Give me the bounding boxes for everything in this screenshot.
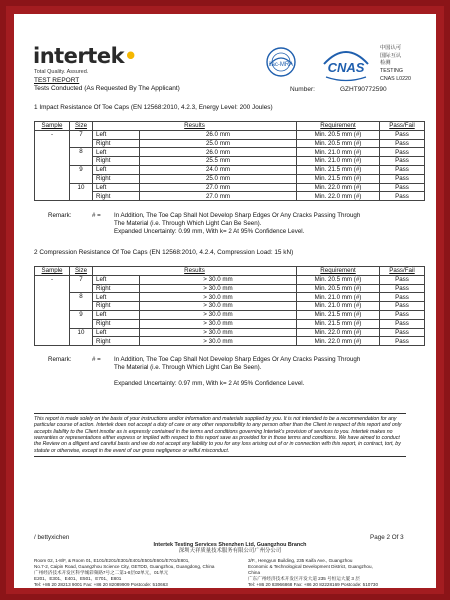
side-cell: Right [93, 174, 140, 183]
page-number: Page 2 Of 3 [370, 534, 404, 541]
pass-fail-cell: Pass [380, 302, 425, 311]
impact-resistance-table [34, 121, 425, 201]
result-cell: > 30.0 mm [140, 284, 297, 293]
table-row [35, 174, 425, 183]
result-cell: 27.0 mm [140, 192, 297, 201]
address-line: 广东广州经济技术开发区开发大道 235 号恒运大厦 3 层 [248, 575, 360, 581]
col-pass-fail: Pass/Fail [380, 122, 425, 131]
requirement-cell: Min. 21.0 mm (#) [297, 157, 380, 166]
remark-line: In Addition, The Toe Cap Shall Not Develop Sharp Edges Or Any Cracks Passing Through [114, 212, 361, 219]
section2-remark-text [114, 356, 424, 372]
report-number-value: GZHT90772590 [340, 86, 387, 93]
side-cell: Left [93, 293, 140, 302]
result-cell: 24.0 mm [140, 165, 297, 174]
address-right [248, 558, 428, 588]
table-row [35, 130, 425, 139]
requirement-cell: Min. 22.0 mm (#) [297, 328, 380, 337]
side-cell: Left [93, 165, 140, 174]
requirement-cell: Min. 21.5 mm (#) [297, 165, 380, 174]
table-row [35, 148, 425, 157]
pass-fail-cell: Pass [380, 337, 425, 346]
logo-text: intertek [33, 44, 125, 68]
side-cell: Right [93, 139, 140, 148]
section1-remark-mark: # = [92, 212, 101, 219]
intertek-logo [33, 44, 137, 69]
requirement-cell: Min. 21.5 mm (#) [297, 319, 380, 328]
report-title: TEST REPORT [34, 77, 80, 84]
table-row [35, 310, 425, 319]
table-row [35, 165, 425, 174]
sample-cell: - [35, 130, 70, 200]
result-cell: 27.0 mm [140, 183, 297, 192]
report-subtitle: Tests Conducted (As Requested By The Applicant) [34, 85, 180, 92]
result-cell: > 30.0 mm [140, 310, 297, 319]
table-row [35, 293, 425, 302]
disclaimer: This report is made solely on the basis of your instructions and/or information and materials supplied by you. It is not intended to be a recommendation for any particular course of action. Intertek does not accept a duty of care or any other responsibility to any person other than the Client in respect of this report and only accepts liability to the Client insofar as is expressly contained in the terms and conditions governing Intertek's provision of services to you. Intertek makes no warranties or representations either express or implied with respect to this report save as provided for in those terms and conditions. We have aimed to conduct the Review on a diligent and careful basis and we do not accept any liability to you for any loss arising out of or in connection with this report, in contract, tort, by statute or otherwise, except in the event of our gross negligence or wilful misconduct. [34, 413, 406, 457]
remark-line: The Material (i.e. Through Which Light Can Be Seen). [114, 364, 262, 372]
side-cell: Left [93, 328, 140, 337]
address-left [34, 558, 234, 588]
result-cell: 25.5 mm [140, 157, 297, 166]
col-sample: Sample [35, 267, 70, 276]
col-results: Results [93, 267, 297, 276]
address-line: Tel: +86 20 28213 9001 Fax: +86 20 82089909 Postcode: 510663 [34, 581, 168, 587]
size-cell: 7 [70, 275, 93, 293]
table-row [35, 192, 425, 201]
table-row [35, 328, 425, 337]
address-line: E201、E301、E401、E501、E701、E801 [34, 575, 122, 581]
table-row [35, 319, 425, 328]
side-cell: Right [93, 319, 140, 328]
address-line: No.7-2, Caipin Road, Guangzhou Science City, GETDD, Guangzhou, Guangdong, China [34, 563, 215, 569]
size-cell: 9 [70, 310, 93, 328]
pass-fail-cell: Pass [380, 183, 425, 192]
side-cell: Left [93, 130, 140, 139]
table-row [35, 302, 425, 311]
col-results: Results [93, 122, 297, 131]
side-cell: Right [93, 284, 140, 293]
requirement-cell: Min. 22.0 mm (#) [297, 337, 380, 346]
report-number-label: Number: [290, 86, 315, 93]
section2-remark-mark: # = [92, 356, 101, 363]
table-row [35, 284, 425, 293]
pass-fail-cell: Pass [380, 148, 425, 157]
ilac-label: ilac-MRA [268, 62, 294, 68]
requirement-cell: Min. 21.0 mm (#) [297, 293, 380, 302]
table-header-row [35, 267, 425, 276]
pass-fail-cell: Pass [380, 275, 425, 284]
section1-title: 1 Impact Resistance Of Toe Caps (EN 12568:2010, 4.2.3, Energy Level: 200 Joules) [34, 104, 273, 111]
size-cell: 7 [70, 130, 93, 148]
address-line: Room 02, 1-8/F, & Room 01, E101/E201/E301/E401/E501/E601/E701/E801, [34, 558, 190, 563]
cnas-line: 国际互认 [380, 52, 402, 59]
pass-fail-cell: Pass [380, 157, 425, 166]
pass-fail-cell: Pass [380, 130, 425, 139]
result-cell: 26.0 mm [140, 130, 297, 139]
compression-resistance-table [34, 266, 425, 346]
side-cell: Right [93, 192, 140, 201]
side-cell: Left [93, 275, 140, 284]
col-size: Size [70, 267, 93, 276]
logo-dot-icon: • [124, 44, 137, 68]
cnas-line: TESTING [380, 68, 403, 75]
remark-line: The Material (i.e. Through Which Light Can Be Seen). [114, 220, 262, 228]
cnas-label: CNAS [327, 60, 365, 75]
table-row [35, 139, 425, 148]
pass-fail-cell: Pass [380, 165, 425, 174]
pass-fail-cell: Pass [380, 192, 425, 201]
address-line: 3/F., Hengyun Building, 235 Kaifa Ave., Guangzhou [248, 558, 353, 563]
size-cell: 8 [70, 293, 93, 311]
address-line: Economic & Technological Development District, Guangzhou, [248, 563, 373, 569]
section1-remark-label: Remark: [48, 212, 72, 219]
side-cell: Left [93, 183, 140, 192]
table-header-row [35, 122, 425, 131]
requirement-cell: Min. 20.5 mm (#) [297, 139, 380, 148]
pass-fail-cell: Pass [380, 328, 425, 337]
logo-tagline: Total Quality. Assured. [34, 69, 89, 75]
size-cell: 9 [70, 165, 93, 183]
pass-fail-cell: Pass [380, 284, 425, 293]
company-name [114, 542, 346, 555]
company-name-en: Intertek Testing Services Shenzhen Ltd, Guangzhou Branch [153, 542, 307, 548]
cnas-line: 中国认可 [380, 45, 402, 51]
requirement-cell: Min. 20.5 mm (#) [297, 284, 380, 293]
result-cell: > 30.0 mm [140, 293, 297, 302]
col-requirement: Requirement [297, 122, 380, 131]
remark-line: Expanded Uncertainty: 0.99 mm, With k= 2 At 95% Confidence Level. [114, 228, 305, 236]
side-cell: Right [93, 302, 140, 311]
result-cell: > 30.0 mm [140, 319, 297, 328]
requirement-cell: Min. 21.0 mm (#) [297, 302, 380, 311]
company-name-cn: 深圳天祥质量技术服务有限公司广州分公司 [178, 548, 282, 555]
requirement-cell: Min. 21.5 mm (#) [297, 310, 380, 319]
requirement-cell: Min. 22.0 mm (#) [297, 192, 380, 201]
pass-fail-cell: Pass [380, 310, 425, 319]
size-cell: 10 [70, 183, 93, 201]
col-sample: Sample [35, 122, 70, 131]
result-cell: > 30.0 mm [140, 275, 297, 284]
result-cell: 25.0 mm [140, 139, 297, 148]
pass-fail-cell: Pass [380, 174, 425, 183]
cnas-accreditation-text [380, 45, 411, 83]
result-cell: > 30.0 mm [140, 328, 297, 337]
table-row [35, 275, 425, 284]
result-cell: 26.0 mm [140, 148, 297, 157]
requirement-cell: Min. 21.5 mm (#) [297, 174, 380, 183]
col-pass-fail: Pass/Fail [380, 267, 425, 276]
side-cell: Left [93, 310, 140, 319]
pass-fail-cell: Pass [380, 319, 425, 328]
side-cell: Right [93, 157, 140, 166]
pass-fail-cell: Pass [380, 139, 425, 148]
col-size: Size [70, 122, 93, 131]
col-requirement: Requirement [297, 267, 380, 276]
table-row [35, 157, 425, 166]
table-row [35, 337, 425, 346]
requirement-cell: Min. 22.0 mm (#) [297, 183, 380, 192]
section2-uncertainty: Expanded Uncertainty: 0.97 mm, With k= 2 At 95% Confidence Level. [114, 380, 305, 387]
size-cell: 10 [70, 328, 93, 346]
table-row [35, 183, 425, 192]
cnas-line: 检测 [380, 60, 391, 67]
report-page [14, 14, 436, 588]
address-line: 广州经济技术开发区科学城彩频路7号之二第1-8层02单元，01单元 [34, 569, 169, 575]
side-cell: Right [93, 337, 140, 346]
pass-fail-cell: Pass [380, 293, 425, 302]
section2-remark-label: Remark: [48, 356, 72, 363]
side-cell: Left [93, 148, 140, 157]
sample-cell: - [35, 275, 70, 345]
section1-remark-text [114, 212, 424, 236]
requirement-cell: Min. 21.0 mm (#) [297, 148, 380, 157]
ilac-mra-logo [258, 46, 304, 84]
address-line: Tel: +86 20 83966868 Fax: +86 20 82228169 Postcode: 510730 [248, 581, 379, 587]
result-cell: > 30.0 mm [140, 302, 297, 311]
result-cell: > 30.0 mm [140, 337, 297, 346]
cnas-line: CNAS L0220 [380, 75, 411, 82]
requirement-cell: Min. 20.5 mm (#) [297, 275, 380, 284]
author-signature: / bettyxichen [34, 534, 70, 541]
result-cell: 25.0 mm [140, 174, 297, 183]
cnas-logo [320, 44, 372, 84]
size-cell: 8 [70, 148, 93, 166]
requirement-cell: Min. 20.5 mm (#) [297, 130, 380, 139]
section2-title: 2 Compression Resistance Of Toe Caps (EN 12568:2010, 4.2.4, Compression Load: 15 kN) [34, 249, 294, 256]
remark-line: In Addition, The Toe Cap Shall Not Develop Sharp Edges Or Any Cracks Passing Through [114, 356, 361, 363]
address-line: China [248, 569, 261, 575]
